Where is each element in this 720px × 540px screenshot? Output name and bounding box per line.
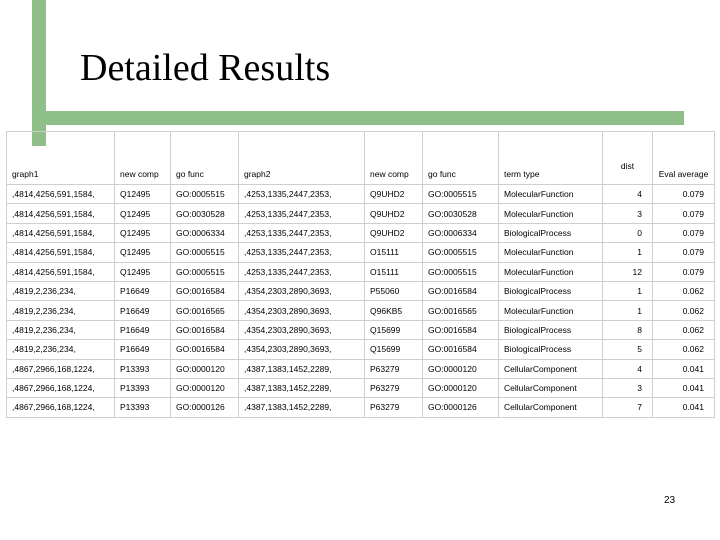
cell-graph1: ,4819,2,236,234, (7, 340, 115, 359)
cell-dist: 12 (603, 262, 653, 281)
cell-graph2: ,4387,1383,1452,2289, (239, 359, 365, 378)
table-row (7, 223, 715, 242)
cell-eval-average: 0.062 (653, 281, 715, 300)
cell-go-func-1: GO:0016565 (171, 301, 239, 320)
table-row (7, 262, 715, 281)
cell-graph2: ,4253,1335,2447,2353, (239, 223, 365, 242)
cell-dist: 7 (603, 398, 653, 417)
cell-new-comp-1: Q12495 (115, 204, 171, 223)
cell-new-comp-2: Q96KB5 (365, 301, 423, 320)
cell-go-func-1: GO:0016584 (171, 281, 239, 300)
cell-graph2: ,4354,2303,2890,3693, (239, 281, 365, 300)
page-number: 23 (664, 495, 676, 506)
cell-go-func-2: GO:0016584 (423, 340, 499, 359)
cell-go-func-2: GO:0005515 (423, 243, 499, 262)
cell-new-comp-1: P16649 (115, 340, 171, 359)
cell-term-type: MolecularFunction (499, 243, 603, 262)
cell-new-comp-2: Q15699 (365, 340, 423, 359)
cell-new-comp-2: P63279 (365, 359, 423, 378)
header-new-comp-1: new comp (115, 132, 171, 185)
table-row (7, 398, 715, 417)
table-header-row (7, 132, 715, 185)
header-term-type: term type (499, 132, 603, 185)
cell-go-func-2: GO:0005515 (423, 262, 499, 281)
cell-new-comp-1: Q12495 (115, 262, 171, 281)
header-dist: dist (603, 132, 653, 185)
cell-graph1: ,4867,2966,168,1224, (7, 398, 115, 417)
cell-graph2: ,4354,2303,2890,3693, (239, 340, 365, 359)
cell-term-type: BiologicalProcess (499, 223, 603, 242)
cell-go-func-1: GO:0006334 (171, 223, 239, 242)
table-row (7, 281, 715, 300)
cell-term-type: MolecularFunction (499, 204, 603, 223)
cell-eval-average: 0.041 (653, 378, 715, 397)
cell-eval-average: 0.079 (653, 262, 715, 281)
cell-go-func-1: GO:0030528 (171, 204, 239, 223)
cell-eval-average: 0.079 (653, 223, 715, 242)
cell-dist: 4 (603, 359, 653, 378)
cell-new-comp-1: P13393 (115, 359, 171, 378)
cell-new-comp-1: Q12495 (115, 243, 171, 262)
cell-dist: 1 (603, 281, 653, 300)
cell-dist: 8 (603, 320, 653, 339)
cell-graph1: ,4814,4256,591,1584, (7, 262, 115, 281)
cell-dist: 3 (603, 204, 653, 223)
cell-eval-average: 0.041 (653, 398, 715, 417)
cell-eval-average: 0.079 (653, 243, 715, 262)
cell-go-func-2: GO:0016565 (423, 301, 499, 320)
cell-new-comp-2: Q15699 (365, 320, 423, 339)
table-row (7, 378, 715, 397)
cell-graph1: ,4867,2966,168,1224, (7, 378, 115, 397)
header-new-comp-2: new comp (365, 132, 423, 185)
cell-new-comp-2: Q9UHD2 (365, 223, 423, 242)
table-row (7, 359, 715, 378)
cell-dist: 1 (603, 243, 653, 262)
cell-go-func-2: GO:0030528 (423, 204, 499, 223)
cell-new-comp-2: O15111 (365, 243, 423, 262)
cell-graph2: ,4387,1383,1452,2289, (239, 398, 365, 417)
header-eval-average: Eval average (653, 132, 715, 185)
cell-graph2: ,4253,1335,2447,2353, (239, 204, 365, 223)
header-go-func-2: go func (423, 132, 499, 185)
cell-new-comp-1: Q12495 (115, 223, 171, 242)
cell-graph2: ,4253,1335,2447,2353, (239, 262, 365, 281)
cell-new-comp-2: P63279 (365, 378, 423, 397)
table-row (7, 185, 715, 204)
cell-go-func-2: GO:0000120 (423, 359, 499, 378)
cell-graph2: ,4253,1335,2447,2353, (239, 243, 365, 262)
cell-go-func-1: GO:0000126 (171, 398, 239, 417)
results-table (6, 131, 715, 418)
cell-go-func-1: GO:0005515 (171, 185, 239, 204)
cell-eval-average: 0.062 (653, 301, 715, 320)
table-row (7, 243, 715, 262)
cell-term-type: MolecularFunction (499, 301, 603, 320)
cell-go-func-2: GO:0000120 (423, 378, 499, 397)
cell-new-comp-2: Q9UHD2 (365, 185, 423, 204)
cell-go-func-1: GO:0016584 (171, 320, 239, 339)
cell-dist: 5 (603, 340, 653, 359)
slide-title: Detailed Results (80, 47, 331, 89)
header-graph2: graph2 (239, 132, 365, 185)
cell-graph2: ,4387,1383,1452,2289, (239, 378, 365, 397)
cell-graph1: ,4867,2966,168,1224, (7, 359, 115, 378)
table-row (7, 340, 715, 359)
header-go-func-1: go func (171, 132, 239, 185)
table-body (7, 185, 715, 418)
cell-eval-average: 0.062 (653, 320, 715, 339)
cell-dist: 0 (603, 223, 653, 242)
cell-new-comp-2: P63279 (365, 398, 423, 417)
decorative-horizontal-bar (32, 111, 684, 125)
cell-new-comp-2: O15111 (365, 262, 423, 281)
cell-term-type: MolecularFunction (499, 185, 603, 204)
cell-new-comp-1: Q12495 (115, 185, 171, 204)
cell-go-func-1: GO:0005515 (171, 243, 239, 262)
cell-new-comp-1: P13393 (115, 398, 171, 417)
header-graph1: graph1 (7, 132, 115, 185)
cell-graph2: ,4253,1335,2447,2353, (239, 185, 365, 204)
cell-term-type: CellularComponent (499, 359, 603, 378)
cell-dist: 4 (603, 185, 653, 204)
cell-dist: 1 (603, 301, 653, 320)
cell-term-type: CellularComponent (499, 378, 603, 397)
cell-eval-average: 0.079 (653, 204, 715, 223)
cell-new-comp-2: P55060 (365, 281, 423, 300)
cell-eval-average: 0.041 (653, 359, 715, 378)
cell-term-type: MolecularFunction (499, 262, 603, 281)
cell-new-comp-2: Q9UHD2 (365, 204, 423, 223)
cell-dist: 3 (603, 378, 653, 397)
cell-graph1: ,4814,4256,591,1584, (7, 185, 115, 204)
cell-graph1: ,4814,4256,591,1584, (7, 223, 115, 242)
cell-go-func-2: GO:0000126 (423, 398, 499, 417)
cell-go-func-1: GO:0016584 (171, 340, 239, 359)
cell-graph2: ,4354,2303,2890,3693, (239, 301, 365, 320)
cell-go-func-2: GO:0016584 (423, 320, 499, 339)
cell-graph1: ,4814,4256,591,1584, (7, 243, 115, 262)
cell-term-type: BiologicalProcess (499, 281, 603, 300)
cell-new-comp-1: P13393 (115, 378, 171, 397)
cell-eval-average: 0.062 (653, 340, 715, 359)
table-row (7, 301, 715, 320)
cell-go-func-1: GO:0000120 (171, 378, 239, 397)
cell-graph1: ,4819,2,236,234, (7, 281, 115, 300)
cell-graph1: ,4814,4256,591,1584, (7, 204, 115, 223)
cell-graph2: ,4354,2303,2890,3693, (239, 320, 365, 339)
cell-eval-average: 0.079 (653, 185, 715, 204)
cell-go-func-1: GO:0000120 (171, 359, 239, 378)
cell-go-func-2: GO:0005515 (423, 185, 499, 204)
cell-go-func-2: GO:0016584 (423, 281, 499, 300)
cell-go-func-2: GO:0006334 (423, 223, 499, 242)
cell-term-type: CellularComponent (499, 398, 603, 417)
cell-term-type: BiologicalProcess (499, 320, 603, 339)
cell-new-comp-1: P16649 (115, 301, 171, 320)
cell-new-comp-1: P16649 (115, 320, 171, 339)
cell-term-type: BiologicalProcess (499, 340, 603, 359)
cell-new-comp-1: P16649 (115, 281, 171, 300)
cell-graph1: ,4819,2,236,234, (7, 301, 115, 320)
cell-graph1: ,4819,2,236,234, (7, 320, 115, 339)
cell-go-func-1: GO:0005515 (171, 262, 239, 281)
table-row (7, 320, 715, 339)
table-row (7, 204, 715, 223)
